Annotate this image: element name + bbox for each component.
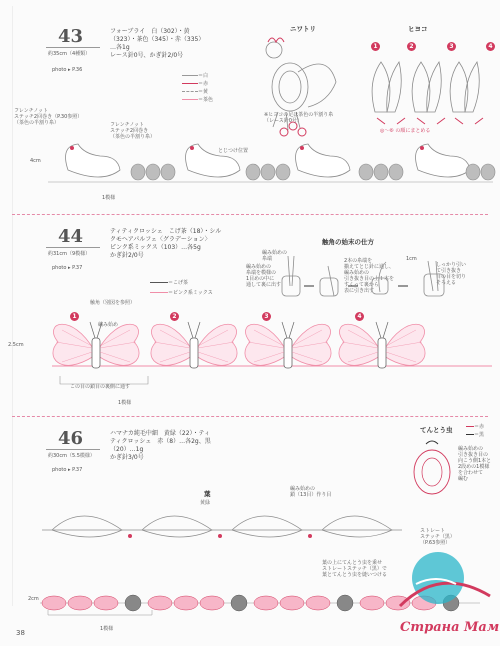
step-4-badge: 4 [355,312,364,321]
chicken-label: ニワトリ [290,25,316,33]
antenna-ref-label: 触角（別図を参照） [90,300,136,306]
repeat-label: 1模様 [102,195,116,201]
antenna-steps-diagram [268,256,498,301]
antenna-step-1: 編み始めの 糸端 [262,250,288,262]
chicken-border-illustration [48,140,493,190]
step-3-badge: 3 [262,312,271,321]
height-label: 2.5cm [8,342,24,348]
step-1-badge: 1 [371,42,380,51]
step-2-badge: 2 [170,312,179,321]
ladybug-note: 編み始めの 引き抜き目の 向こう側1本と 2段めの1模様 を合わせて 編む [458,446,492,482]
section-divider [12,416,488,417]
finished-size: 約35cm（4種類） [48,51,91,57]
chick-order-note: ◎〜⑥ の順にまとめる [380,128,431,134]
step-3-badge: 3 [447,42,456,51]
legend-pink-mix: ＝ピンク系ミックス [150,290,240,296]
leaf-chain-diagram [42,500,412,550]
divider [46,247,100,248]
legend-red: ＝赤 [182,81,262,87]
row-note: この目の鎖目の裏側に通す [70,384,131,390]
ladybug-diagram [408,440,458,500]
legend-white: ＝白 [182,73,262,79]
antenna-step-2: 2本の糸端を 揃えてとじ針に通し、 編み始めの 引き抜き目の上１本を すくって裏から 表に引き出す [344,258,395,294]
size-1cm: 1cm [406,256,417,262]
watermark-text: Страна Мам [400,620,500,635]
materials: ティティクロッシェ こげ茶（18）・シル クモヘアパルフェ〈グラデーション〉 ピンク系ミックス（103）…各5g かぎ針2/0号 [110,228,222,259]
french-knot-note-a: フレンチノット ステッチ2回巻き（P.30参照） （茶色の半割り糸） [14,108,83,126]
height-label: 4cm [30,158,41,164]
sew-note: 葉の上にてんとう虫を乗せ ストレートステッチ（黒）で 葉とてんとう虫を縫いつける [322,560,388,578]
photo-ref: photo ▸ P.37 [52,265,83,271]
step-4-badge: 4 [486,42,495,51]
start-chain-label: 編み始めの 鎖（13目）作り目 [290,486,332,498]
page-number: 38 [16,629,25,637]
legend-dark-brown: ＝こげ茶 [150,280,230,286]
materials: フォーブライ 白（302）・黄 （323）・茶色（345）・赤（335） …各1g レース針0号、かぎ針2/0号 [110,28,205,59]
section-divider [12,214,488,215]
legend-brown: ＝茶色 [182,97,262,103]
divider [46,449,100,450]
step-1-badge: 1 [70,312,79,321]
chick-label: ヒヨコ [408,25,428,33]
repeat-label: 1模様 [118,400,132,406]
legend-black: ＝黒 [466,432,500,438]
photo-ref: photo ▸ P.37 [52,467,83,473]
antenna-step-3: しっかり引い て引き抜き 目の目を切り そろえる [436,262,467,286]
photo-ref: photo ▸ P.36 [52,67,83,73]
butterfly-border-diagram [52,310,492,390]
pattern-number: 43 [58,26,84,47]
materials: ハマナカ純毛中細 黄緑（22）・ティ ティクロッシェ 赤（8）…各2g、黒 （20）…1g かぎ針3/0号 [110,430,211,461]
join-position-label: とじつけ位置 [218,148,249,154]
french-knot-note-b: フレンチノット ステッチ2回巻き （茶色の半割り糸） [110,122,156,140]
pattern-number: 44 [58,226,84,247]
leg-note: ※ヒヨコの足は茶色の半割り糸 （レース針0号） [264,112,334,124]
legend-red: ＝赤 [466,424,500,430]
straight-stitch-label: ストレート ステッチ（黒） （P.63参照） [420,528,455,546]
antenna-step-1-detail: 編み始めの 糸端を模様の 1目めの中に 通して裏に出す [246,264,282,288]
start-label: 編み始め [98,322,119,328]
leaf-label: 葉 [204,490,211,498]
finished-size: 約30cm（5.5模様） [48,453,95,459]
height-label: 2cm [28,596,39,602]
ladybug-title: てんとう虫 [420,426,453,434]
chicken-diagram [258,32,348,142]
divider [46,47,100,48]
chick-diagram [365,52,495,132]
legend-yellow: ＝黄 [182,89,262,95]
step-2-badge: 2 [407,42,416,51]
page-margin-line [12,6,13,606]
finished-size: 約31cm（9模様） [48,251,91,257]
repeat-label: 1模様 [100,626,114,632]
pattern-number: 46 [58,428,84,449]
antenna-title: 触角の始末の仕方 [322,238,374,246]
leaf-color: 黄緑 [200,500,211,506]
